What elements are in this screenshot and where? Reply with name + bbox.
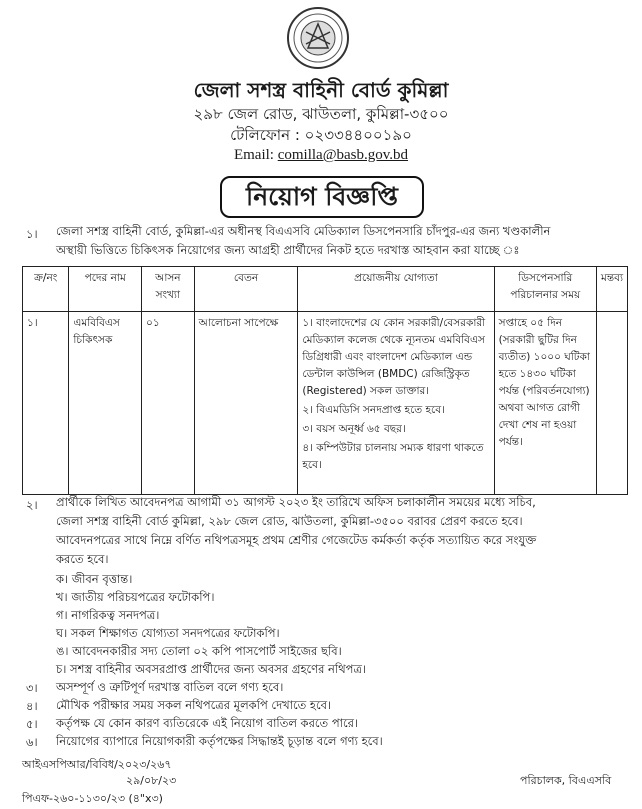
email-label: Email: (233, 147, 274, 163)
list-item: ঙ। আবেদনকারীর সদ্য তোলা ০২ কপি পাসপোর্ট সাইজের ছবি। (56, 644, 342, 658)
table-header: প্রয়োজনীয় যোগ্যতা (298, 267, 494, 312)
org-address: ২৯৮ জেল রোড, ঝাউতলা, কুমিল্লা-৩৫০০ (193, 105, 449, 123)
print-code: পিএফ-২৬০-১১৩০/২৩ (৪"x৩) (22, 792, 163, 805)
org-name: জেলা সশস্ত্র বাহিনী বোর্ড কুমিল্লা (193, 78, 449, 102)
condition-number: ৪। (26, 699, 38, 713)
para2-number: ২। (26, 498, 38, 512)
cell-post: এমবিবিএস চিকিৎসক (69, 312, 142, 495)
cell-schedule: সপ্তাহে ০৫ দিন (সরকারী ছুটির দিন ব্যতীত) ১০০০ ঘটিকা হতে ১৪৩০ ঘটিকা পর্যন্ত (পরিবর্তনযোগ্য) অথবা আগত রোগী দেখা শেষ না হওয়া পর্যন্ত। (494, 312, 596, 495)
para1-number: ১। (26, 227, 38, 241)
table-header: ক্র/নং (23, 267, 69, 312)
table-header: ডিসপেনসারি পরিচালনার সময় (494, 267, 596, 312)
condition-text: কর্তৃপক্ষ যে কোন কারণ ব্যতিরেকে এই নিয়োগ বাতিল করতে পারে। (56, 716, 359, 730)
para2-line: প্রার্থীকে লিখিত আবেদনপত্র আগামী ৩১ আগস্ট ২০২৩ ইং তারিখে অফিস চলাকালীন সময়ের মধ্যে সচিব, (56, 495, 536, 509)
para2-line: আবেদনপত্রের সাথে নিম্নে বর্ণিত নথিপত্রসমূহ প্রথম শ্রেণীর গেজেটেড কর্মকর্তা কর্তৃক সত্যায়িত করে সংযুক্ত (56, 533, 537, 547)
para2-body (56, 493, 636, 569)
condition-text: নিয়োগের ব্যাপারে নিয়োগকারী কর্তৃপক্ষের সিদ্ধান্তই চূড়ান্ত বলে গণ্য হবে। (56, 734, 383, 748)
condition-number: ৫। (26, 717, 38, 731)
table-header-row (23, 267, 628, 312)
condition-text: মৌখিক পরীক্ষার সময় সকল নথিপত্রের মূলকপি দেখাতে হবে। (56, 698, 332, 712)
qualification-item: ৪। কম্পিউটার চালনায় সম্যক ধারণা থাকতে হবে। (302, 442, 484, 471)
email-link[interactable]: comilla@basb.gov.bd (277, 147, 409, 163)
cell-remarks (597, 312, 628, 495)
org-email-line (0, 147, 642, 164)
list-item: ঘ। সকল শিক্ষাগত যোগ্যতা সনদপত্রের ফটোকপি। (56, 626, 280, 640)
list-item: গ। নাগরিকত্ব সনদপত্র। (56, 608, 160, 622)
cell-serial: ১। (23, 312, 69, 495)
org-phone: টেলিফোন : ০২৩৩৪৪০০১৯০ (230, 126, 412, 144)
qualification-item: ৩। বয়স অনূর্ধ্ব ৬৫ বছর। (302, 423, 406, 435)
cell-seats: ০১ (142, 312, 195, 495)
signatory: পরিচালক, বিএএসবি (520, 774, 612, 787)
table-header: পদের নাম (69, 267, 142, 312)
table-header: আসন সংখ্যা (142, 267, 195, 312)
table-header: বেতন (194, 267, 298, 312)
table-row (23, 312, 628, 495)
para1-line2: অস্থায়ী ভিত্তিতে চিকিৎসক নিয়োগের জন্য আগ্রহী প্রার্থীদের নিকট হতে দরখাস্ত আহবান করা যাচ্ছে ঃ (56, 243, 520, 257)
requirements-table (22, 266, 628, 495)
table-header: মন্তব্য (597, 267, 628, 312)
condition-text: অসম্পূর্ণ ও ত্রুটিপূর্ণ দরখাস্ত বাতিল বলে গণ্য হবে। (56, 680, 284, 694)
qualification-item: ১। বাংলাদেশের যে কোন সরকারী/বেসরকারী মেডিক্যাল কলেজ থেকে ন্যূনতম এমবিবিএস ডিগ্রিধারী এবং বাংলাদেশ মেডিক্যাল এন্ড ডেন্টাল কাউন্সিল (BMDC) রেজিস্ট্রিকৃত (Registered) সকল ডাক্তার। (302, 317, 486, 397)
document-list (56, 570, 636, 678)
list-item: খ। জাতীয় পরিচয়পত্রের ফটোকপি। (56, 590, 215, 604)
cell-qualifications (298, 312, 494, 495)
reference-number: আইএসপিআর/বিবিধ/২০২৩/২৬৭ (22, 758, 172, 771)
notice-title: নিয়োগ বিজ্ঞপ্তি (220, 176, 424, 218)
para1-line1: জেলা সশস্ত্র বাহিনী বোর্ড, কুমিল্লা-এর অধীনস্থ বিএএসবি মেডিক্যাল ডিসপেনসারি চাঁদপুর-এর জন্য খণ্ডকালীন (56, 224, 551, 238)
para2-line: জেলা সশস্ত্র বাহিনী বোর্ড কুমিল্লা, ২৯৮ জেল রোড, ঝাউতলা, কুমিল্লা-৩৫০০ বরাবর প্রেরণ করতে হবে। (56, 514, 523, 528)
board-emblem-icon (286, 6, 350, 70)
list-item: ক। জীবন বৃত্তান্ত। (56, 572, 133, 586)
issue-date: ২৯/০৮/২৩ (126, 774, 177, 787)
cell-salary: আলোচনা সাপেক্ষে (194, 312, 298, 495)
list-item: চ। সশস্ত্র বাহিনীর অবসরপ্রাপ্ত প্রার্থীদের জন্য অবসর গ্রহণের নথিপত্র। (56, 662, 367, 676)
condition-number: ৬। (26, 735, 38, 749)
para2-line: করতে হবে। (56, 552, 109, 566)
qualification-item: ২। বিএমডিসি সনদপ্রাপ্ত হতে হবে। (302, 404, 445, 416)
condition-number: ৩। (26, 681, 38, 695)
